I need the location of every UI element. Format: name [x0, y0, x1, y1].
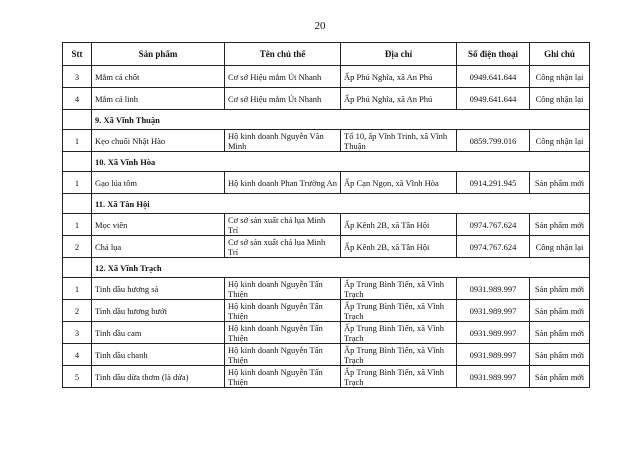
table-row: [63, 278, 590, 300]
section-row: [63, 152, 590, 172]
section-stt-cell: [63, 152, 92, 172]
cell-owner: Hộ kinh doanh Nguyễn Tấn Thiện: [225, 344, 341, 366]
cell-note: Sản phẩm mới: [530, 214, 590, 236]
cell-address: Ấp Trung Bình Tiến, xã Vĩnh Trạch: [341, 300, 457, 322]
cell-phone: 0949.641.644: [457, 66, 530, 88]
header-phone: Số điện thoại: [457, 43, 530, 66]
cell-note: Công nhận lại: [530, 66, 590, 88]
cell-product: Tinh dầu chanh: [92, 344, 225, 366]
header-owner: Tên chủ thể: [225, 43, 341, 66]
cell-stt: 5: [63, 366, 92, 388]
cell-owner: Cơ sở Hiệu mắm Út Nhanh: [225, 88, 341, 110]
section-stt-cell: [63, 258, 92, 278]
table-row: [63, 88, 590, 110]
cell-owner: Hộ kinh doanh Nguyễn Tấn Thiện: [225, 300, 341, 322]
cell-stt: 1: [63, 278, 92, 300]
header-address: Địa chỉ: [341, 43, 457, 66]
cell-address: Ấp Trung Bình Tiến, xã Vĩnh Trạch: [341, 322, 457, 344]
section-title: 12. Xã Vĩnh Trạch: [92, 258, 590, 278]
cell-phone: 0931.989.997: [457, 278, 530, 300]
cell-owner: Hộ kinh doanh Nguyễn Tấn Thiện: [225, 278, 341, 300]
cell-owner: Hộ kinh doanh Nguyễn Tấn Thiện: [225, 366, 341, 388]
product-table: [62, 42, 590, 388]
cell-phone: 0974.767.624: [457, 214, 530, 236]
cell-note: Sản phẩm mới: [530, 366, 590, 388]
cell-product: Kẹo chuối Nhật Hào: [92, 130, 225, 152]
header-stt: Stt: [63, 43, 92, 66]
section-title: 10. Xã Vĩnh Hòa: [92, 152, 590, 172]
cell-owner: Cơ sở Hiệu mắm Út Nhanh: [225, 66, 341, 88]
table-row: [63, 214, 590, 236]
table-row: [63, 366, 590, 388]
cell-address: Ấp Phú Nghĩa, xã An Phú: [341, 66, 457, 88]
cell-owner: Hộ kinh doanh Phan Trường An: [225, 172, 341, 194]
cell-note: Sản phẩm mới: [530, 300, 590, 322]
cell-phone: 0931.989.997: [457, 322, 530, 344]
section-row: [63, 110, 590, 130]
cell-address: Ấp Trung Bình Tiến, xã Vĩnh Trạch: [341, 366, 457, 388]
cell-phone: 0859.799.016: [457, 130, 530, 152]
cell-owner: Cơ sở sản xuất chả lụa Minh Trí: [225, 236, 341, 258]
cell-product: Mọc viên: [92, 214, 225, 236]
cell-note: Sản phẩm mới: [530, 172, 590, 194]
cell-address: Ấp Cạn Ngọn, xã Vĩnh Hòa: [341, 172, 457, 194]
page-number: 20: [314, 20, 326, 32]
cell-address: Ấp Phú Nghĩa, xã An Phú: [341, 88, 457, 110]
section-stt-cell: [63, 194, 92, 214]
cell-phone: 0949.641.644: [457, 88, 530, 110]
cell-address: Ấp Kênh 2B, xã Tân Hội: [341, 236, 457, 258]
cell-product: Tinh dầu hương sả: [92, 278, 225, 300]
cell-note: Sản phẩm mới: [530, 344, 590, 366]
cell-product: Tinh dầu cam: [92, 322, 225, 344]
cell-phone: 0931.989.997: [457, 344, 530, 366]
cell-stt: 1: [63, 130, 92, 152]
section-title: 11. Xã Tân Hội: [92, 194, 590, 214]
cell-phone: 0974.767.624: [457, 236, 530, 258]
table-row: [63, 300, 590, 322]
cell-stt: 1: [63, 172, 92, 194]
cell-product: Mắm cá linh: [92, 88, 225, 110]
cell-address: Tổ 10, ấp Vĩnh Trinh, xã Vĩnh Thuận: [341, 130, 457, 152]
table-row: [63, 236, 590, 258]
table-row: [63, 130, 590, 152]
cell-product: Chả lụa: [92, 236, 225, 258]
table-body: [63, 66, 590, 388]
cell-owner: Hộ kinh doanh Nguyễn Tấn Thiện: [225, 322, 341, 344]
cell-stt: 3: [63, 66, 92, 88]
cell-stt: 4: [63, 344, 92, 366]
cell-address: Ấp Trung Bình Tiến, xã Vĩnh Trạch: [341, 278, 457, 300]
cell-product: Gạo lúa tôm: [92, 172, 225, 194]
cell-stt: 4: [63, 88, 92, 110]
cell-note: Sản phẩm mới: [530, 322, 590, 344]
table-row: [63, 322, 590, 344]
cell-product: Tinh dầu hương bưởi: [92, 300, 225, 322]
cell-stt: 2: [63, 236, 92, 258]
section-title: 9. Xã Vĩnh Thuận: [92, 110, 590, 130]
cell-stt: 1: [63, 214, 92, 236]
cell-product: Tinh dầu dừa thơm (là dứa): [92, 366, 225, 388]
table-row: [63, 172, 590, 194]
section-row: [63, 194, 590, 214]
header-product: Sản phẩm: [92, 43, 225, 66]
cell-note: Công nhận lại: [530, 236, 590, 258]
cell-stt: 3: [63, 322, 92, 344]
cell-address: Ấp Kênh 2B, xã Tân Hội: [341, 214, 457, 236]
table-header-row: [63, 43, 590, 66]
cell-product: Mắm cá chốt: [92, 66, 225, 88]
cell-owner: Cơ sở sản xuất chả lụa Minh Trí: [225, 214, 341, 236]
header-note: Ghi chú: [530, 43, 590, 66]
cell-note: Công nhận lại: [530, 130, 590, 152]
table-row: [63, 66, 590, 88]
cell-note: Công nhận lại: [530, 88, 590, 110]
cell-phone: 0931.989.997: [457, 366, 530, 388]
cell-phone: 0914.291.945: [457, 172, 530, 194]
cell-phone: 0931.989.997: [457, 300, 530, 322]
table-row: [63, 344, 590, 366]
cell-stt: 2: [63, 300, 92, 322]
cell-owner: Hộ kinh doanh Nguyễn Văn Minh: [225, 130, 341, 152]
section-row: [63, 258, 590, 278]
cell-address: Ấp Trung Bình Tiến, xã Vĩnh Trạch: [341, 344, 457, 366]
section-stt-cell: [63, 110, 92, 130]
cell-note: Sản phẩm mới: [530, 278, 590, 300]
